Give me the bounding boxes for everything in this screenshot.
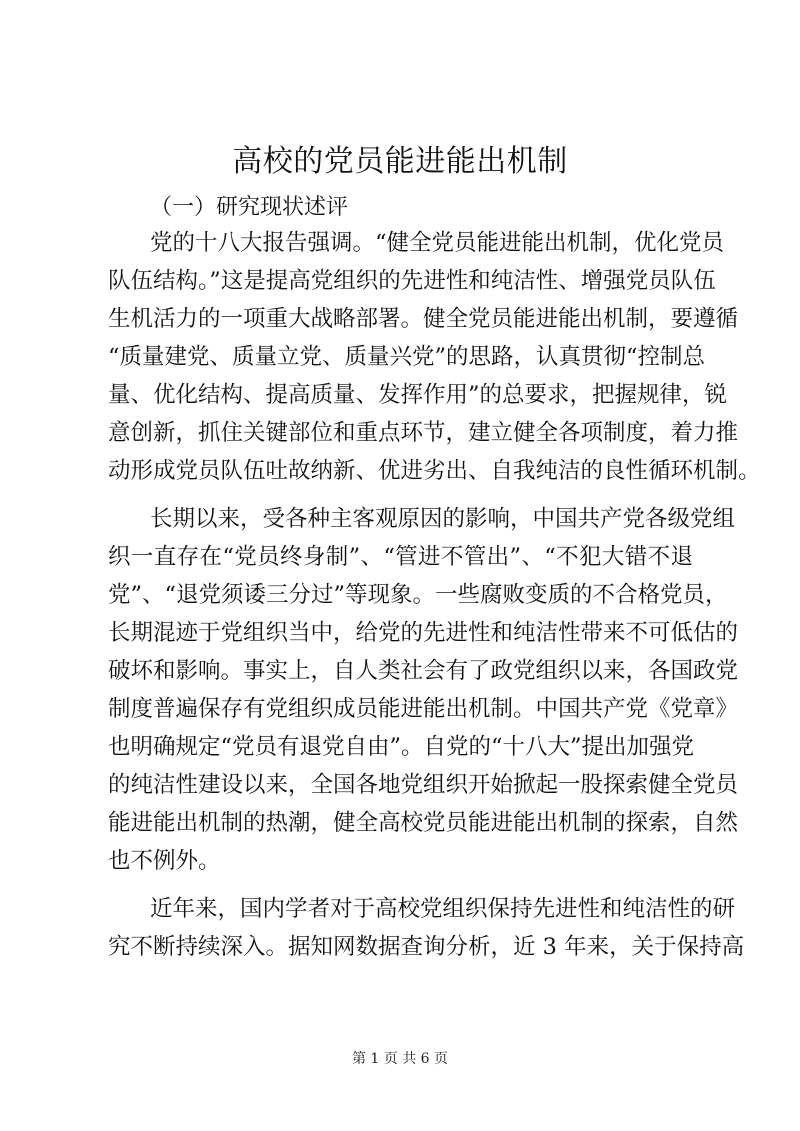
paragraph-line: 的纯洁性建设以来，全国各地党组织开始掀起一股探索健全党员: [108, 772, 739, 798]
paragraph-line: 破坏和影响。事实上，自人类社会有了政党组织以来，各国政党: [108, 658, 739, 684]
page-footer: 第 1 页 共 6 页: [351, 1051, 449, 1067]
paragraph-line: “质量建党、质量立党、质量兴党”的思路，认真贯彻“控制总: [108, 344, 706, 370]
paragraph-line: 意创新，抓住关键部位和重点环节，建立健全各项制度，着力推: [108, 420, 739, 446]
section-heading: （一）研究现状述评: [150, 195, 349, 220]
paragraph-line: 党的十八大报告强调。“健全党员能进能出机制，优化党员: [150, 230, 725, 256]
paragraph-line: 动形成党员队伍吐故纳新、优进劣出、自我纯洁的良性循环机制。: [108, 458, 761, 484]
paragraph-line: 也明确规定“党员有退党自由”。自党的“十八大”提出加强党: [108, 734, 695, 760]
paragraph-line: 制度普遍保存有党组织成员能进能出机制。中国共产党《党章》: [108, 696, 739, 722]
paragraph-line: 能进能出机制的热潮，健全高校党员能进能出机制的探索，自然: [108, 810, 739, 836]
paragraph-line: 队伍结构。”这是提高党组织的先进性和纯洁性、增强党员队伍: [108, 268, 716, 294]
paragraph-line: 生机活力的一项重大战略部署。健全党员能进能出机制，要遵循: [108, 306, 739, 332]
paragraph-line: 也不例外。: [108, 848, 221, 874]
paragraph-line: 量、优化结构、提高质量、发挥作用”的总要求，把握规律，锐: [108, 382, 728, 408]
paragraph-line: 近年来，国内学者对于高校党组织保持先进性和纯洁性的研: [150, 896, 736, 922]
paragraph-line: 党”、“退党须诿三分过”等现象。一些腐败变质的不合格党员，: [108, 582, 728, 608]
paragraph-line: 长期以来，受各种主客观原因的影响，中国共产党各级党组: [150, 506, 736, 532]
paragraph-line: 究不断持续深入。据知网数据查询分析，近 3 年来，关于保持高: [108, 934, 745, 960]
paragraph-line: 织一直存在“党员终身制”、“管进不管出”、“不犯大错不退: [108, 544, 693, 570]
document-title: 高校的党员能进能出机制: [232, 144, 568, 179]
paragraph-line: 长期混迹于党组织当中，给党的先进性和纯洁性带来不可低估的: [108, 620, 739, 646]
